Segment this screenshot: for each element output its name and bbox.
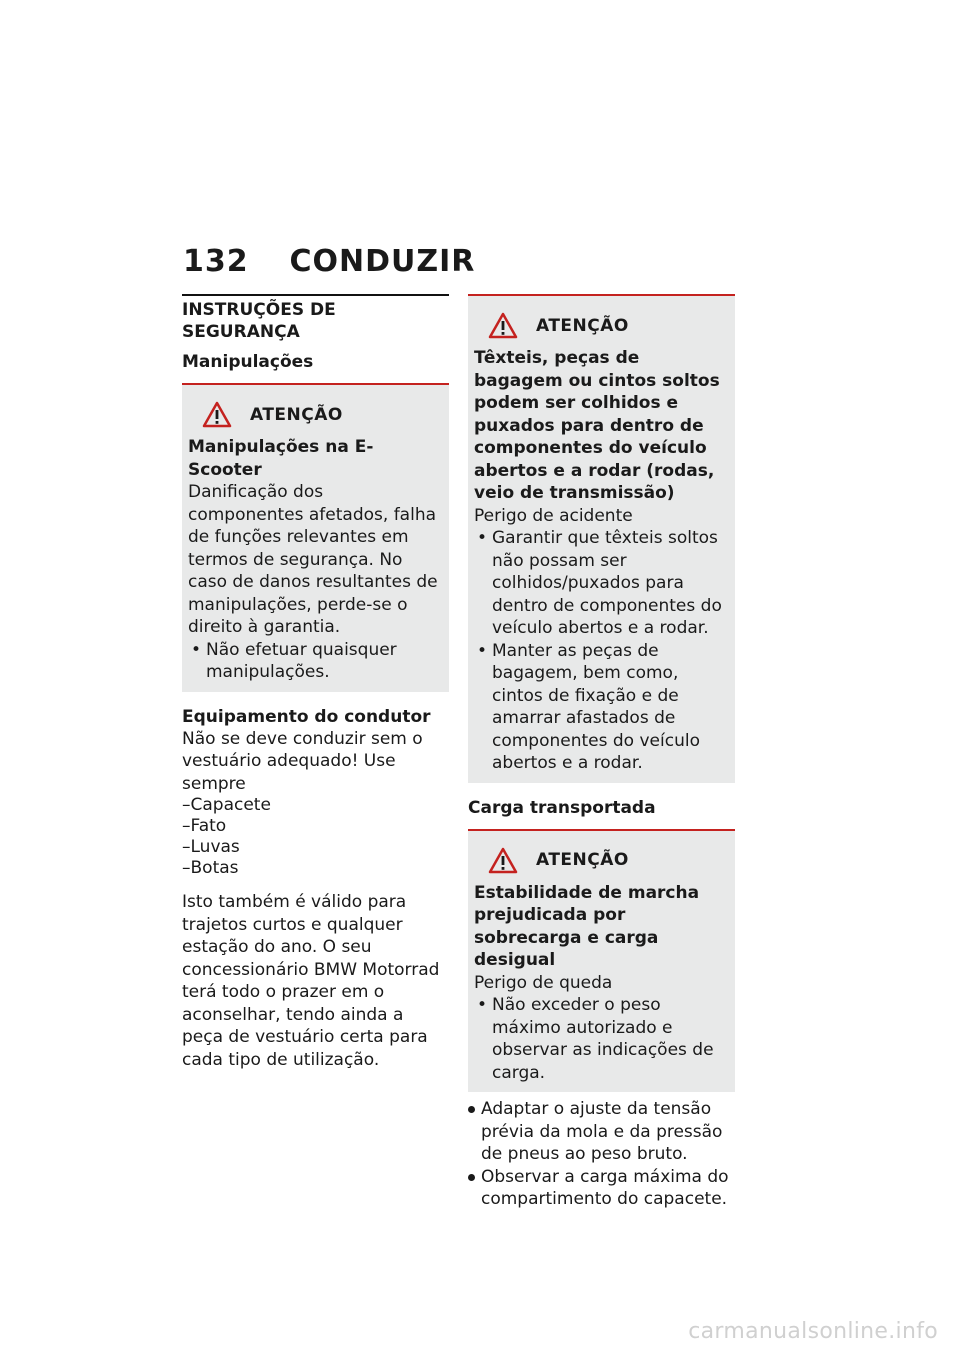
subhead-manipulacoes: Manipulações bbox=[182, 352, 314, 372]
list-item: • Não exceder o peso máximo autorizado e observar as indicações de carga. bbox=[474, 994, 729, 1084]
warning-label: ATENÇÃO bbox=[250, 404, 343, 425]
list-item: – Capacete bbox=[182, 795, 449, 816]
warning-label: ATENÇÃO bbox=[536, 315, 629, 336]
warning-title: Estabilidade de marcha prejudicada por sobrecarga e carga desigual bbox=[474, 882, 700, 970]
warning-bullets bbox=[188, 639, 443, 684]
subhead-carga: Carga transportada bbox=[468, 797, 656, 818]
left-column bbox=[182, 294, 449, 1071]
watermark: carmanualsonline.info bbox=[688, 1319, 938, 1344]
subhead-equipamento: Equipamento do condutor bbox=[182, 706, 431, 727]
warning-bullets bbox=[474, 527, 729, 775]
warning-title: Manipulações na E-Scooter bbox=[188, 437, 374, 480]
list-item: – Luvas bbox=[182, 837, 449, 858]
warning-text: Perigo de acidente bbox=[474, 505, 633, 526]
warning-box-carga bbox=[468, 831, 735, 1093]
paragraph-concessionario: Isto também é válido para trajetos curtos e qualquer estação do ano. O seu concessionário BMW Motorrad terá todo o prazer em o aconselhar, tendo ainda a peça de vestuário certa para cada tipo de utilização. bbox=[182, 892, 440, 1070]
section-title: INSTRUÇÕES DE SEGURANÇA bbox=[182, 300, 336, 342]
warning-header bbox=[488, 312, 729, 339]
section-rule bbox=[182, 294, 449, 296]
warning-box-texteis bbox=[468, 296, 735, 783]
warning-text: Danificação dos componentes afetados, falha de funções relevantes em termos de segurança. No caso de danos resultantes de manipulações, perde-se o direito à garantia. bbox=[188, 482, 438, 637]
right-column bbox=[468, 294, 735, 1211]
action-list bbox=[468, 1098, 735, 1211]
list-item: • Manter as peças de bagagem, bem como, cintos de fixação e de amarrar afastados de componentes do veículo abertos e a rodar. bbox=[474, 640, 729, 775]
warning-triangle-icon bbox=[488, 847, 518, 874]
warning-bullets bbox=[474, 994, 729, 1084]
warning-triangle-icon bbox=[202, 401, 232, 428]
list-item: – Botas bbox=[182, 858, 449, 879]
equipment-list bbox=[182, 795, 449, 879]
warning-header bbox=[488, 847, 729, 874]
warning-triangle-icon bbox=[488, 312, 518, 339]
list-item: • Não efetuar quaisquer manipulações. bbox=[188, 639, 443, 684]
warning-box-manipulacoes bbox=[182, 385, 449, 692]
warning-text: Perigo de queda bbox=[474, 972, 613, 993]
paragraph-vestuario: Não se deve conduzir sem o vestuário adequado! Use sempre bbox=[182, 728, 423, 794]
warning-header bbox=[202, 401, 443, 428]
list-item: Adaptar o ajuste da tensão prévia da mola e da pressão de pneus ao peso bruto. bbox=[468, 1098, 735, 1166]
warning-label: ATENÇÃO bbox=[536, 850, 629, 870]
chapter-title: CONDUZIR bbox=[289, 244, 476, 279]
warning-title: Têxteis, peças de bagagem ou cintos soltos podem ser colhidos e puxados para dentro de componentes do veículo abertos e a rodar (rodas, veio de transmissão) bbox=[474, 348, 720, 503]
page-number: 132 bbox=[183, 244, 249, 279]
list-item: • Garantir que têxteis soltos não possam ser colhidos/puxados para dentro de componentes do veículo abertos e a rodar. bbox=[474, 527, 729, 640]
list-item: Observar a carga máxima do compartimento do capacete. bbox=[468, 1166, 735, 1211]
list-item: – Fato bbox=[182, 816, 449, 837]
page-header bbox=[183, 244, 475, 279]
